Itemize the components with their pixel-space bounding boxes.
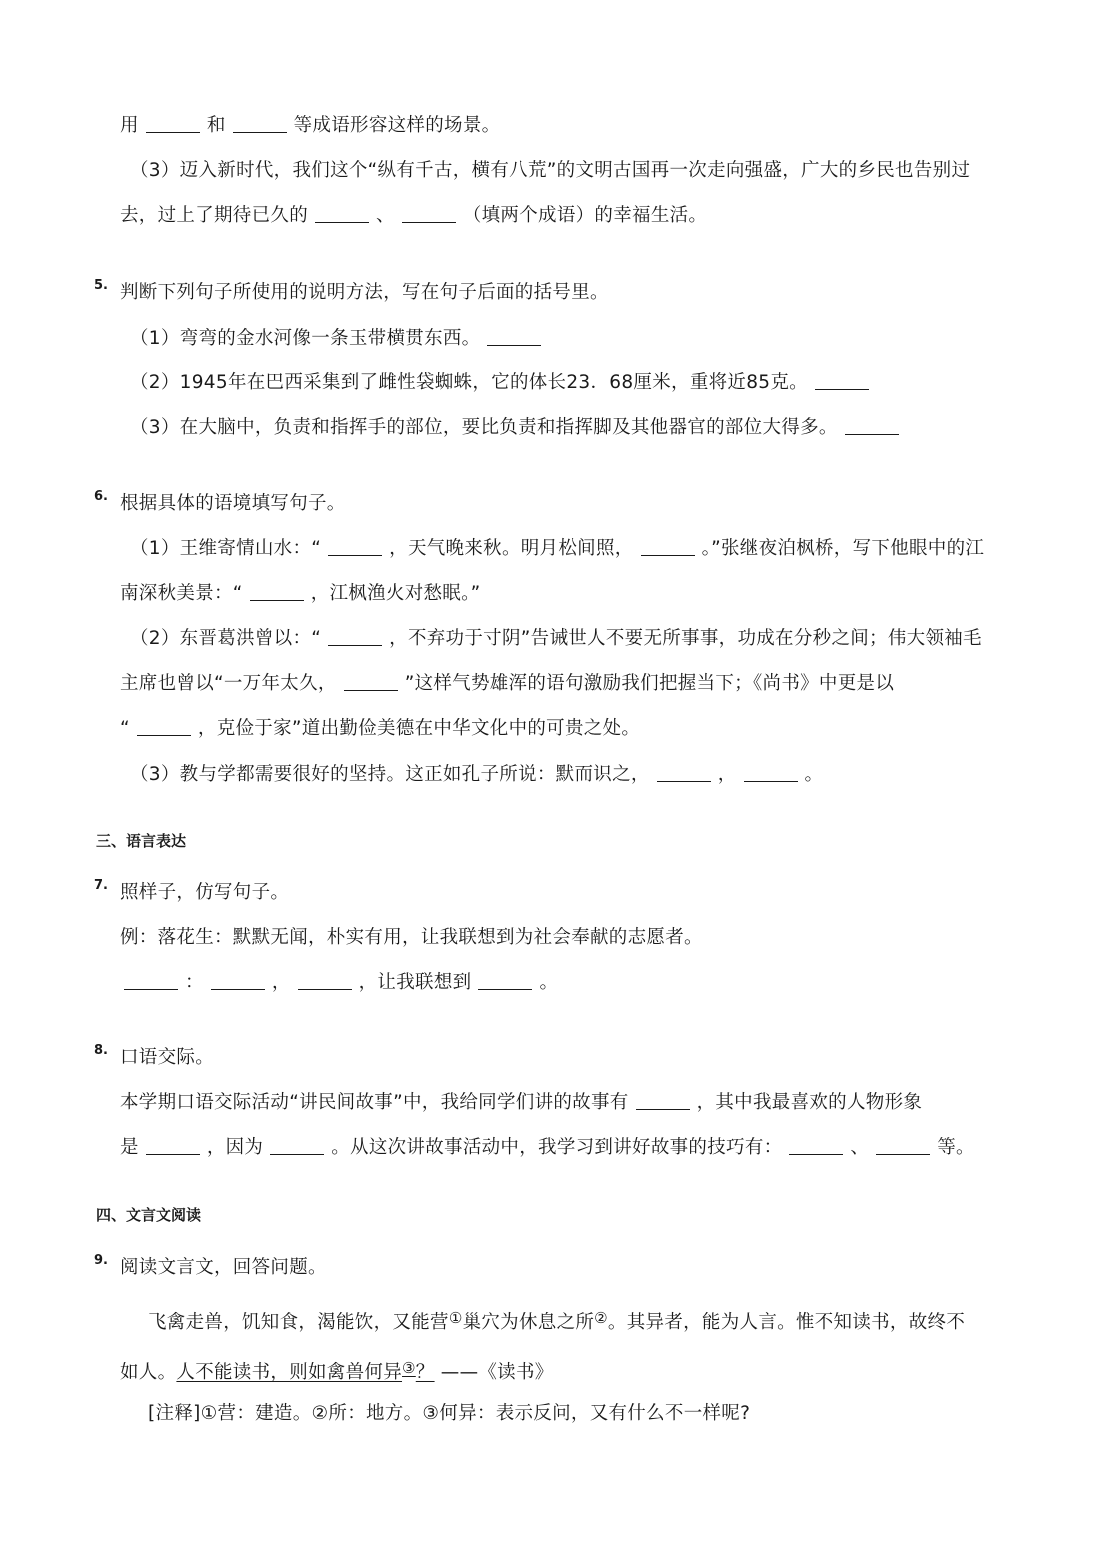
question-number: 7.: [94, 878, 108, 893]
q5-stem: 判断下列句子所使用的说明方法，写在句子后面的括号里。: [120, 282, 609, 303]
answer-blank[interactable]: [233, 112, 287, 133]
text: 。: [804, 764, 824, 785]
underlined-sentence: 人不能读书，则如禽兽何异: [176, 1362, 403, 1383]
question-number: 5.: [94, 278, 108, 293]
answer-blank[interactable]: [789, 1134, 843, 1155]
q6-stem: 根据具体的语境填写句子。: [120, 493, 346, 514]
q5-item-3: [130, 414, 906, 442]
answer-blank[interactable]: [146, 112, 200, 133]
text: 本学期口语交际活动“讲民间故事”中，我给同学们讲的故事有: [120, 1092, 629, 1113]
answer-blank[interactable]: [315, 202, 369, 223]
answer-blank[interactable]: [146, 1134, 200, 1155]
source-citation: ——《读书》: [440, 1362, 554, 1383]
text: ，: [717, 764, 737, 785]
question-number: 6.: [94, 489, 108, 504]
q7-fill-line: [120, 969, 558, 997]
answer-blank[interactable]: [137, 715, 191, 736]
answer-blank[interactable]: [876, 1134, 930, 1155]
q9-annotation: [注释]①营：建造。②所：地方。③何异：表示反问，又有什么不一样呢?: [148, 1403, 751, 1424]
text: （填两个成语）的幸福生活。: [462, 205, 708, 226]
answer-blank[interactable]: [270, 1134, 324, 1155]
text: ，: [271, 972, 291, 993]
q7-stem: 照样子，仿写句子。: [120, 882, 290, 903]
q6-item-2-line-3: [120, 715, 640, 743]
q5-item-1: [130, 325, 548, 353]
text: 和: [206, 115, 226, 136]
answer-blank[interactable]: [328, 625, 382, 646]
q6-item-1-line-1: [130, 535, 984, 563]
answer-blank[interactable]: [487, 325, 541, 346]
section-heading: 三、语言表达: [96, 832, 187, 850]
answer-blank[interactable]: [478, 969, 532, 990]
text: 、: [850, 1137, 870, 1158]
answer-blank[interactable]: [124, 969, 178, 990]
answer-blank[interactable]: [298, 969, 352, 990]
text: （1）王维寄情山水：“: [130, 538, 322, 559]
text: 用: [120, 115, 139, 136]
q8-line-2: [120, 1134, 975, 1162]
answer-blank[interactable]: [344, 670, 398, 691]
q9-stem: 阅读文言文，回答问题。: [120, 1257, 327, 1278]
text: ”这样气势雄浑的语句激励我们把握当下；《尚书》中更是以: [404, 673, 895, 694]
answer-blank[interactable]: [845, 414, 899, 435]
q9-passage-line-2: [120, 1354, 554, 1387]
text: （3）教与学都需要很好的坚持。这正如孔子所说：默而识之，: [130, 764, 650, 785]
text: 。: [539, 972, 559, 993]
footnote-marker: ③: [402, 1359, 416, 1377]
text: ，不弃功于寸阴”告诫世人不要无所事事，功成在分秒之间；伟大领袖毛: [389, 628, 982, 649]
text: 南深秋美景：“: [120, 583, 243, 604]
text: ，克俭于家”道出勤俭美德在中华文化中的可贵之处。: [197, 718, 641, 739]
section-heading: 四、文言文阅读: [96, 1206, 202, 1224]
answer-blank[interactable]: [657, 761, 711, 782]
text: 等成语形容这样的场景。: [293, 115, 501, 136]
text: ？: [415, 1362, 435, 1383]
q5-item-2: [130, 369, 876, 397]
text: ，江枫渔火对愁眠。”: [310, 583, 481, 604]
text: 。从这次讲故事活动中，我学习到讲好故事的技巧有：: [331, 1137, 783, 1158]
footnote-marker: ②: [594, 1309, 608, 1327]
question-number: 9.: [94, 1253, 108, 1268]
q6-item-1-line-2: [120, 580, 481, 608]
text: ，其中我最喜欢的人物形象: [696, 1092, 923, 1113]
answer-blank[interactable]: [641, 535, 695, 556]
text: （2）1945年在巴西采集到了雌性袋蜘蛛，它的体长23．68厘米，重将近85克。: [130, 372, 808, 393]
q6-item-2-line-2: [120, 670, 894, 698]
answer-blank[interactable]: [328, 535, 382, 556]
text: 等。: [937, 1137, 975, 1158]
text: 巢穴为休息之所: [462, 1312, 595, 1333]
text: 。”张继夜泊枫桥，写下他眼中的江: [701, 538, 985, 559]
text: “: [120, 718, 130, 739]
text: （2）东晋葛洪曾以：“: [130, 628, 322, 649]
text: 、: [376, 205, 395, 226]
text: ：: [185, 972, 204, 993]
answer-blank[interactable]: [250, 580, 304, 601]
q9-passage-line-1: [148, 1304, 965, 1337]
text: 主席也曾以“一万年太久，: [120, 673, 337, 694]
text: 是: [120, 1137, 139, 1158]
text: ，因为: [206, 1137, 264, 1158]
text: （3）在大脑中，负责和指挥手的部位，要比负责和指挥脚及其他器官的部位大得多。: [130, 417, 838, 438]
answer-blank[interactable]: [402, 202, 456, 223]
q4-item-3-line-1: [130, 157, 970, 185]
text: 飞禽走兽，饥知食，渴能饮，又能营: [148, 1312, 449, 1333]
answer-blank[interactable]: [636, 1089, 690, 1110]
text: ，天气晚来秋。明月松间照，: [389, 538, 634, 559]
answer-blank[interactable]: [815, 369, 869, 390]
footnote-marker: ①: [448, 1309, 463, 1327]
q8-line-1: [120, 1089, 922, 1117]
q6-item-2-line-1: [130, 625, 982, 653]
text: 。其异者，能为人言。惟不知读书，故终不: [607, 1312, 966, 1333]
text: 去，过上了期待已久的: [120, 205, 309, 226]
text: ，让我联想到: [358, 972, 472, 993]
question-number: 8.: [94, 1043, 108, 1058]
q4-line-1: [120, 112, 500, 140]
text: 如人。: [120, 1362, 177, 1383]
answer-blank[interactable]: [211, 969, 265, 990]
answer-blank[interactable]: [744, 761, 798, 782]
q8-stem: 口语交际。: [120, 1047, 215, 1068]
q6-item-3: [130, 761, 823, 789]
text: （3）迈入新时代，我们这个“纵有千古，横有八荒”的文明古国再一次走向强盛，广大的乡民也告别过: [130, 160, 971, 181]
q4-item-3-line-2: [120, 202, 707, 230]
text: （1）弯弯的金水河像一条玉带横贯东西。: [130, 328, 481, 349]
q7-example: 例：落花生：默默无闻，朴实有用，让我联想到为社会奉献的志愿者。: [120, 927, 703, 948]
